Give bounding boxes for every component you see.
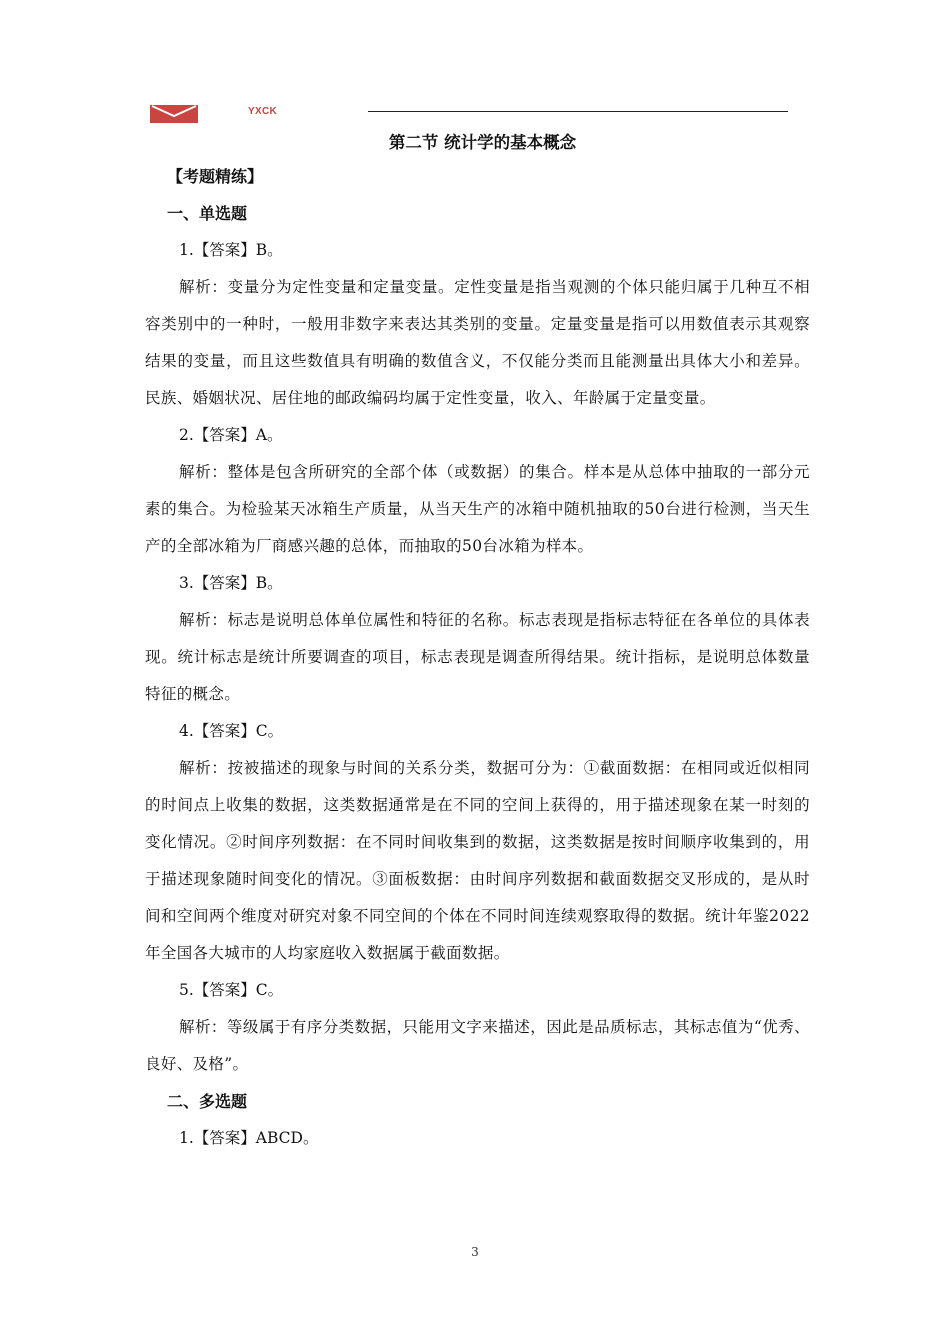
answer-line: 5.【答案】C。 [179,981,284,999]
explanation-paragraph: 解析：按被描述的现象与时间的关系分类，数据可分为：①截面数据：在相同或近似相同的时间点上收集的数据，这类数据通常是在不同的空间上获得的，用于描述现象在某一时刻的变化情况。②时间序列数据：在不同时间收集到的数据，这类数据是按时间顺序收集到的，用于描述现象随时间变化的情况。③面板数据：由时间序列数据和截面数据交叉形成的，是从时间和空间两个维度对研究对象不同空间的个体在不同时间连续观察取得的数据。统计年鉴2022年全国各大城市的人均家庭收入数据属于截面数据。 [145,759,810,962]
explanation-paragraph: 解析：标志是说明总体单位属性和特征的名称。标志表现是指标志特征在各单位的具体表现。统计标志是统计所要调查的项目，标志表现是调查所得结果。统计指标，是说明总体数量特征的概念。 [145,611,810,703]
single-choice-heading: 一、单选题 [167,204,248,223]
explanation-paragraph: 解析：整体是包含所研究的全部个体（或数据）的集合。样本是从总体中抽取的一部分元素的集合。为检验某天冰箱生产质量，从当天生产的冰箱中随机抽取的50台进行检测，当天生产的全部冰箱为厂商感兴趣的总体，而抽取的50台冰箱为样本。 [145,463,810,555]
page-header [0,0,950,130]
page-number: 3 [471,1245,479,1259]
explanation-paragraph: 解析：变量分为定性变量和定量变量。定性变量是指当观测的个体只能归属于几种互不相容类别中的一种时，一般用非数字来表达其类别的变量。定量变量是指可以用数值表示其观察结果的变量，而且这些数值具有明确的数值含义，不仅能分类而且能测量出具体大小和差异。民族、婚姻状况、居住地的邮政编码均属于定性变量，收入、年龄属于定量变量。 [145,278,810,407]
header-divider [368,111,788,112]
answer-line: 4.【答案】C。 [179,722,284,740]
logo-icon [150,105,198,123]
answer-line: 3.【答案】B。 [179,574,283,592]
section-title: 第二节 统计学的基本概念 [388,133,577,152]
answer-line: 1.【答案】B。 [179,241,283,259]
answer-line: 2.【答案】A。 [179,426,283,444]
answer-line: 1.【答案】ABCD。 [179,1129,319,1147]
document-body [145,128,810,1157]
explanation-paragraph: 解析：等级属于有序分类数据，只能用文字来描述，因此是品质标志，其标志值为“优秀、良好、及格”。 [145,1018,810,1073]
logo-text: YXCK [248,106,277,117]
multiple-choice-heading: 二、多选题 [167,1092,248,1111]
practice-heading: 【考题精练】 [167,167,264,186]
